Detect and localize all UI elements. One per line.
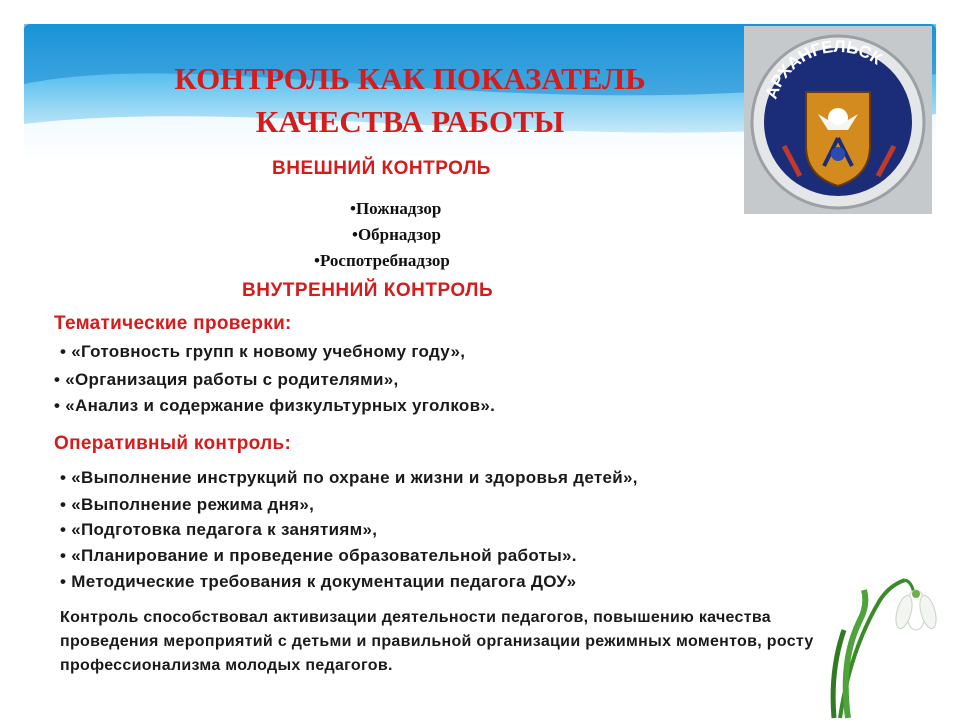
- external-control-heading: ВНЕШНИЙ КОНТРОЛЬ: [272, 158, 491, 179]
- thematic-item-2: • «Организация работы с родителями»,: [54, 370, 399, 389]
- internal-control-heading: ВНУТРЕННИЙ КОНТРОЛЬ: [242, 280, 494, 301]
- page-title-line-1: КОНТРОЛЬ КАК ПОКАЗАТЕЛЬ: [174, 61, 646, 96]
- thematic-item-3: • «Анализ и содержание физкультурных уголков».: [54, 396, 496, 415]
- page-title-line-2: КАЧЕСТВА РАБОТЫ: [255, 104, 565, 139]
- operative-item-5: • Методические требования к документации педагога ДОУ»: [60, 572, 577, 591]
- thematic-checks-label: Тематические проверки:: [54, 313, 292, 334]
- arkhangelsk-coat-of-arms-badge-icon: [744, 26, 932, 214]
- operative-item-3: • «Подготовка педагога к занятиям»,: [60, 520, 378, 539]
- operative-item-1: • «Выполнение инструкций по охране и жизни и здоровья детей»,: [60, 468, 638, 487]
- external-item-2: •Обрнадзор: [352, 225, 441, 244]
- conclusion-paragraph: Контроль способствовал активизации деятельности педагогов, повышению качества проведения мероприятий с детьми и правильной организации режимных моментов, росту профессионализма молодых педагогов.: [60, 609, 814, 674]
- operative-control-label: Оперативный контроль:: [54, 433, 292, 454]
- operative-item-4: • «Планирование и проведение образовательной работы».: [60, 546, 577, 565]
- svg-text:АРХАНГЕЛЬСК: АРХАНГЕЛЬСК: [761, 36, 886, 102]
- snowdrop-flower-icon: [820, 560, 950, 720]
- external-item-1: •Пожнадзор: [350, 199, 442, 218]
- thematic-item-1: • «Готовность групп к новому учебному году»,: [60, 342, 466, 361]
- operative-item-2: • «Выполнение режима дня»,: [60, 495, 315, 514]
- arkhangelsk-badge-image: [744, 26, 932, 214]
- external-item-3: •Роспотребнадзор: [314, 251, 450, 270]
